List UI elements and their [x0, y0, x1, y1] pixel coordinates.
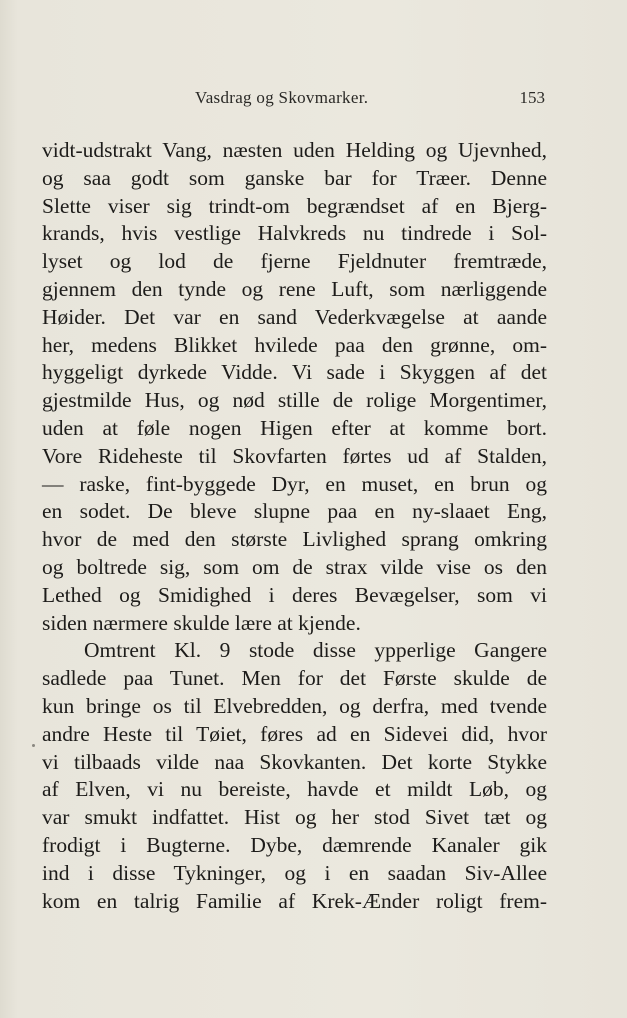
- text-line: var smukt indfattet. Hist og her stod Sivet tæt og: [42, 805, 547, 830]
- header-title: Vasdrag og Skovmarker.: [195, 88, 369, 107]
- page-number: 153: [519, 88, 545, 107]
- text-line: krands, hvis vestlige Halvkreds nu tindrede i Sol-: [42, 221, 547, 246]
- text-line: hvor de med den største Livlighed sprang omkring: [42, 527, 547, 552]
- text-line: Lethed og Smidighed i deres Bevægelser, som vi: [42, 582, 547, 607]
- text-line: andre Heste til Tøiet, føres ad en Sidevei did, hvor: [42, 721, 547, 746]
- text-line: hyggeligt dyrkede Vidde. Vi sade i Skyggen af det: [42, 360, 547, 385]
- paragraph: [42, 137, 547, 637]
- text-line: vi tilbaads vilde naa Skovkanten. Det korte Stykke: [42, 749, 547, 774]
- text-line: ind i disse Tykninger, og i en saadan Siv-Allee: [42, 860, 547, 885]
- paper-speck: [32, 744, 35, 747]
- text-line: sadlede paa Tunet. Men for det Første skulde de: [42, 666, 547, 691]
- text-line: — raske, fint-byggede Dyr, en muset, en brun og: [42, 471, 547, 496]
- text-line: siden nærmere skulde lære at kjende.: [42, 610, 361, 635]
- text-line: og boltrede sig, som om de strax vilde vise os den: [42, 554, 547, 579]
- paragraph: [42, 637, 547, 915]
- text-line: gjennem den tynde og rene Luft, som nærliggende: [42, 276, 547, 301]
- running-header: [40, 88, 545, 112]
- text-line: frodigt i Bugterne. Dybe, dæmrende Kanaler gik: [42, 832, 547, 857]
- text-line: gjestmilde Hus, og nød stille de rolige Morgentimer,: [42, 388, 547, 413]
- body-text: [42, 137, 547, 915]
- text-line: Vore Rideheste til Skovfarten førtes ud af Stalden,: [42, 443, 547, 468]
- text-line: Høider. Det var en sand Vederkvægelse at aande: [42, 304, 547, 329]
- text-line: uden at føle nogen Higen efter at komme bort.: [42, 415, 547, 440]
- text-line: af Elven, vi nu bereiste, havde et mildt Løb, og: [42, 777, 547, 802]
- text-line: Omtrent Kl. 9 stode disse ypperlige Gangere: [84, 638, 547, 663]
- text-line: kom en talrig Familie af Krek-Ænder roligt frem-: [42, 888, 547, 913]
- text-line: lyset og lod de fjerne Fjeldnuter fremtræde,: [42, 249, 547, 274]
- text-line: og saa godt som ganske bar for Træer. Denne: [42, 165, 547, 190]
- text-line: en sodet. De bleve slupne paa en ny-slaaet Eng,: [42, 499, 547, 524]
- text-line: vidt-udstrakt Vang, næsten uden Helding og Ujevnhed,: [42, 138, 547, 162]
- text-line: her, medens Blikket hvilede paa den grønne, om-: [42, 332, 547, 357]
- text-line: Slette viser sig trindt-om begrændset af en Bjerg-: [42, 193, 547, 218]
- text-line: kun bringe os til Elvebredden, og derfra, med tvende: [42, 693, 547, 718]
